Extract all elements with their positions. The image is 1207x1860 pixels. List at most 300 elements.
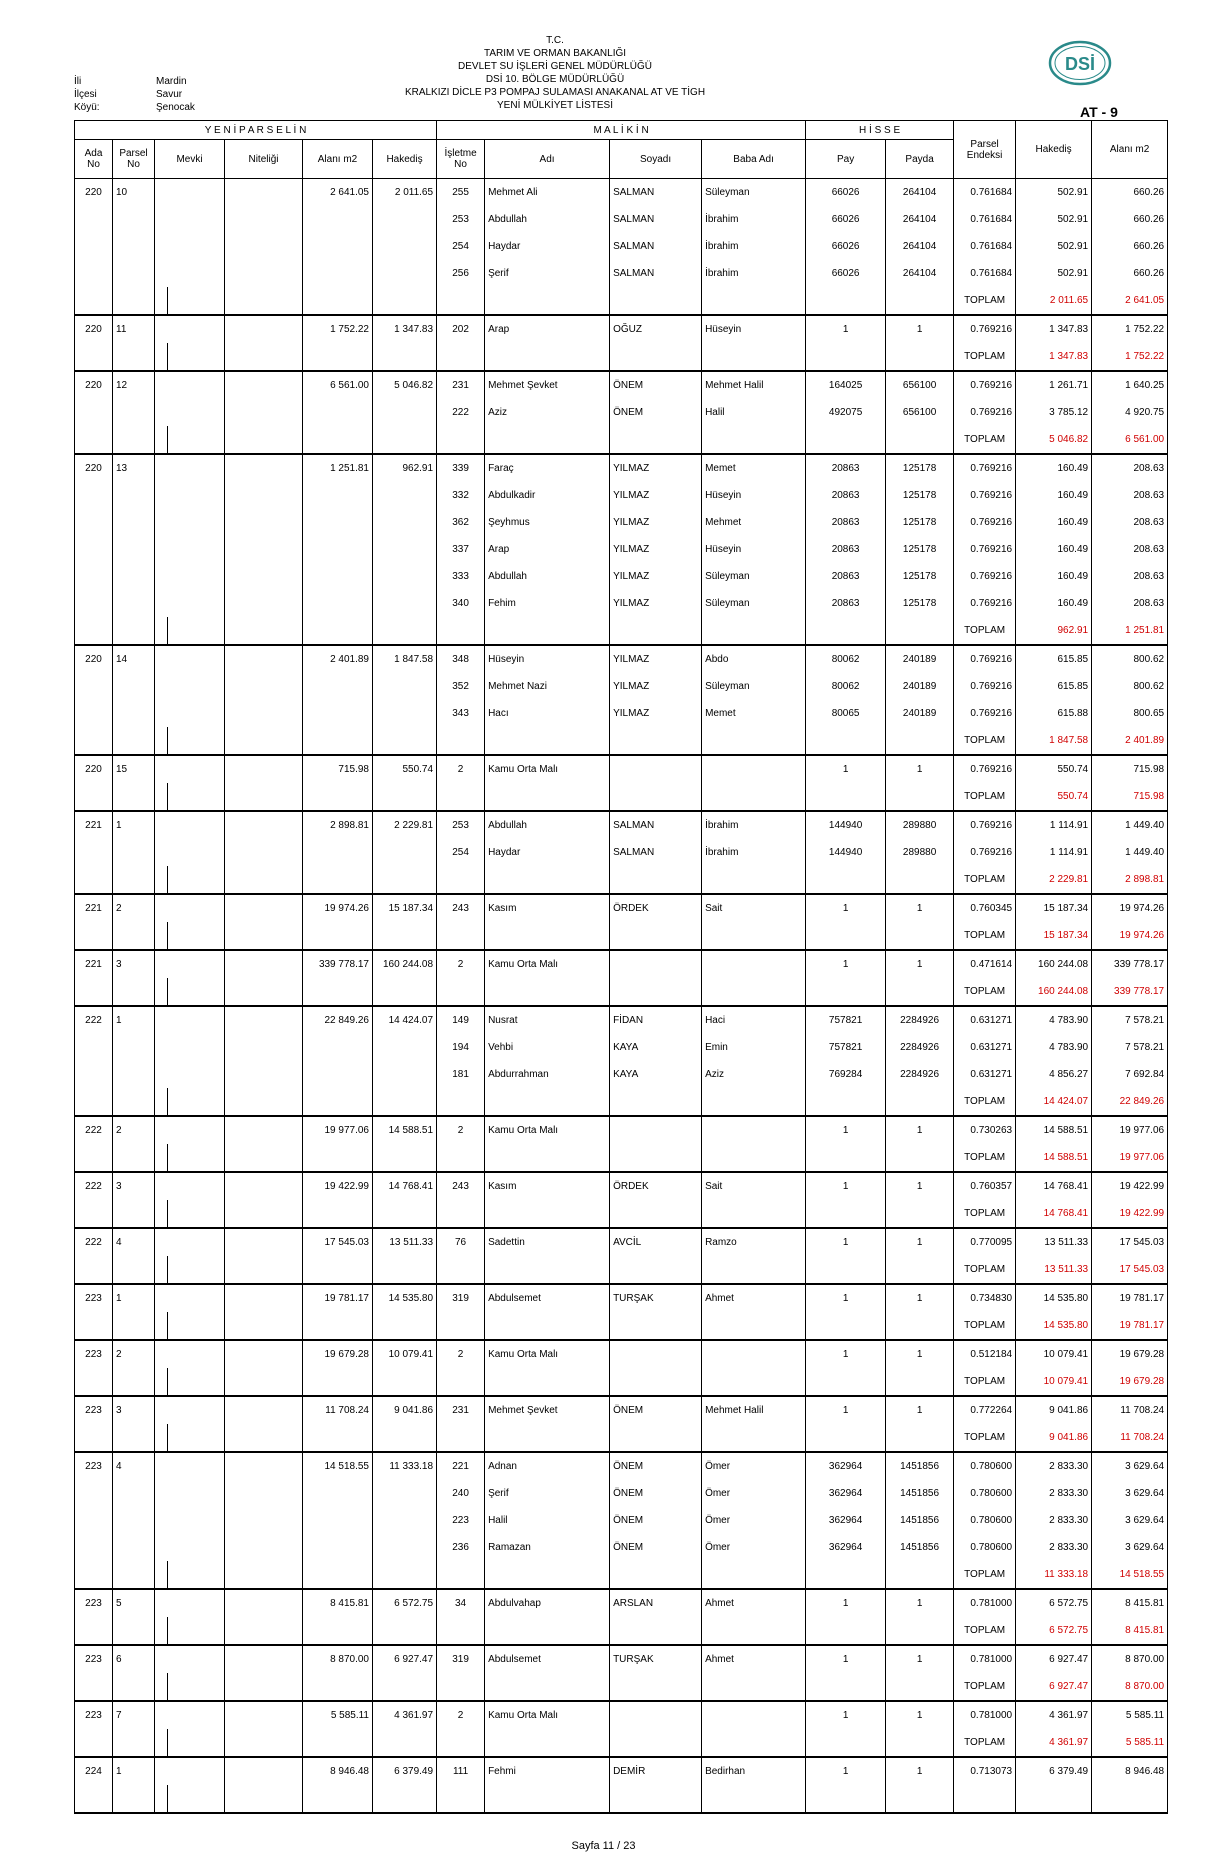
alan-cell bbox=[303, 399, 373, 426]
owner-row bbox=[75, 482, 1168, 509]
father-name-cell bbox=[702, 1116, 806, 1144]
isletme-no-cell: 337 bbox=[437, 536, 485, 563]
empty-cell bbox=[75, 1368, 113, 1396]
mevki-cell bbox=[155, 1284, 225, 1312]
niteligi-cell bbox=[225, 1340, 303, 1368]
payda-cell: 1 bbox=[886, 315, 954, 343]
payda-cell: 1 bbox=[886, 894, 954, 922]
alan-cell bbox=[303, 233, 373, 260]
hakedis-cell bbox=[373, 839, 437, 866]
payda-cell: 2284926 bbox=[886, 1034, 954, 1061]
share-alan-cell: 208.63 bbox=[1092, 454, 1168, 482]
father-name-cell: Mehmet Halil bbox=[702, 371, 806, 399]
payda-cell: 1 bbox=[886, 1589, 954, 1617]
empty-cell bbox=[886, 1561, 954, 1589]
total-alan: 1 251.81 bbox=[1092, 617, 1168, 645]
niteligi-cell bbox=[225, 1645, 303, 1673]
isletme-no-cell: 243 bbox=[437, 1172, 485, 1200]
ada-cell: 220 bbox=[75, 645, 113, 673]
empty-cell bbox=[485, 1561, 610, 1589]
empty-cell bbox=[75, 1561, 113, 1589]
niteligi-cell bbox=[225, 839, 303, 866]
mevki-cell bbox=[155, 922, 225, 950]
pay-cell: 362964 bbox=[806, 1534, 886, 1561]
empty-cell bbox=[113, 1785, 155, 1813]
alan-cell: 2 641.05 bbox=[303, 179, 373, 207]
mevki-cell bbox=[155, 1034, 225, 1061]
owner-surname-cell bbox=[610, 755, 702, 783]
empty-cell bbox=[437, 727, 485, 755]
share-hakedis-cell: 160.49 bbox=[1016, 590, 1092, 617]
empty-cell bbox=[485, 1256, 610, 1284]
ilce-value: Savur bbox=[156, 89, 183, 100]
endeks-cell: 0.769216 bbox=[954, 645, 1016, 673]
col-alani: Alanı m2 bbox=[303, 140, 373, 179]
empty-cell bbox=[75, 1729, 113, 1757]
mevki-cell bbox=[155, 1228, 225, 1256]
empty-cell bbox=[437, 922, 485, 950]
isletme-no-cell: 231 bbox=[437, 1396, 485, 1424]
owner-row bbox=[75, 509, 1168, 536]
share-hakedis-cell: 1 347.83 bbox=[1016, 315, 1092, 343]
hakedis-cell: 6 927.47 bbox=[373, 1645, 437, 1673]
parsel-cell: 4 bbox=[113, 1452, 155, 1480]
empty-cell bbox=[485, 1424, 610, 1452]
endeks-cell: 0.769216 bbox=[954, 590, 1016, 617]
father-name-cell: Ahmet bbox=[702, 1284, 806, 1312]
owner-surname-cell: YILMAZ bbox=[610, 673, 702, 700]
mevki-cell bbox=[155, 1785, 225, 1813]
hakedis-cell: 14 535.80 bbox=[373, 1284, 437, 1312]
empty-cell bbox=[225, 1729, 303, 1757]
vertical-tick bbox=[167, 783, 168, 810]
empty-cell bbox=[806, 783, 886, 811]
total-row bbox=[75, 1424, 1168, 1452]
owner-row bbox=[75, 1645, 1168, 1673]
owner-name-cell: Kasım bbox=[485, 894, 610, 922]
empty-cell bbox=[225, 287, 303, 315]
isletme-no-cell: 223 bbox=[437, 1507, 485, 1534]
total-hakedis: 1 847.58 bbox=[1016, 727, 1092, 755]
vertical-tick bbox=[167, 866, 168, 893]
owner-name-cell: Şerif bbox=[485, 260, 610, 287]
empty-cell bbox=[225, 1561, 303, 1589]
share-hakedis-cell: 160.49 bbox=[1016, 509, 1092, 536]
total-alan: 8 415.81 bbox=[1092, 1617, 1168, 1645]
father-name-cell bbox=[702, 950, 806, 978]
payda-cell: 125178 bbox=[886, 509, 954, 536]
empty-cell bbox=[75, 1424, 113, 1452]
parsel-cell: 3 bbox=[113, 1396, 155, 1424]
empty-cell bbox=[113, 426, 155, 454]
alan-cell bbox=[303, 839, 373, 866]
father-name-cell: Hüseyin bbox=[702, 482, 806, 509]
father-name-cell: İbrahim bbox=[702, 260, 806, 287]
empty-cell bbox=[886, 1673, 954, 1701]
payda-cell: 125178 bbox=[886, 590, 954, 617]
share-alan-cell: 660.26 bbox=[1092, 206, 1168, 233]
empty-cell bbox=[886, 1088, 954, 1116]
share-alan-cell: 660.26 bbox=[1092, 233, 1168, 260]
empty-cell bbox=[373, 1088, 437, 1116]
isletme-no-cell: 333 bbox=[437, 563, 485, 590]
parsel-cell bbox=[113, 1507, 155, 1534]
owner-surname-cell: ÖNEM bbox=[610, 1396, 702, 1424]
total-row bbox=[75, 1088, 1168, 1116]
empty-cell bbox=[75, 866, 113, 894]
empty-cell bbox=[610, 866, 702, 894]
niteligi-cell bbox=[225, 1172, 303, 1200]
empty-cell bbox=[485, 1785, 610, 1813]
payda-cell: 264104 bbox=[886, 233, 954, 260]
payda-cell: 1 bbox=[886, 1116, 954, 1144]
share-hakedis-cell: 615.85 bbox=[1016, 645, 1092, 673]
empty-cell bbox=[303, 1785, 373, 1813]
logo-text: DSİ bbox=[1064, 54, 1096, 74]
empty-cell bbox=[113, 1144, 155, 1172]
total-label: TOPLAM bbox=[954, 1368, 1016, 1396]
owner-row bbox=[75, 1757, 1168, 1785]
father-name-cell bbox=[702, 1340, 806, 1368]
isletme-no-cell: 319 bbox=[437, 1645, 485, 1673]
niteligi-cell bbox=[225, 179, 303, 207]
share-hakedis-cell: 13 511.33 bbox=[1016, 1228, 1092, 1256]
father-name-cell: Memet bbox=[702, 454, 806, 482]
empty-cell bbox=[806, 1561, 886, 1589]
owner-row bbox=[75, 1452, 1168, 1480]
pay-cell: 1 bbox=[806, 1340, 886, 1368]
isletme-no-cell: 2 bbox=[437, 755, 485, 783]
ada-cell: 223 bbox=[75, 1645, 113, 1673]
hakedis-cell bbox=[373, 1534, 437, 1561]
share-hakedis-cell: 160.49 bbox=[1016, 536, 1092, 563]
empty-cell bbox=[303, 1368, 373, 1396]
empty-cell bbox=[303, 1200, 373, 1228]
mevki-cell bbox=[155, 1673, 225, 1701]
empty-cell bbox=[610, 783, 702, 811]
empty-cell bbox=[806, 343, 886, 371]
pay-cell: 1 bbox=[806, 950, 886, 978]
payda-cell: 2284926 bbox=[886, 1061, 954, 1088]
share-alan-cell: 3 629.64 bbox=[1092, 1452, 1168, 1480]
hakedis-cell: 160 244.08 bbox=[373, 950, 437, 978]
empty-cell bbox=[303, 866, 373, 894]
empty-cell bbox=[886, 922, 954, 950]
owner-surname-cell bbox=[610, 1116, 702, 1144]
mevki-cell bbox=[155, 673, 225, 700]
parsel-cell bbox=[113, 563, 155, 590]
parsel-cell: 6 bbox=[113, 1645, 155, 1673]
hakedis-cell: 6 572.75 bbox=[373, 1589, 437, 1617]
pay-cell: 20863 bbox=[806, 509, 886, 536]
father-name-cell: İbrahim bbox=[702, 839, 806, 866]
parsel-cell bbox=[113, 1480, 155, 1507]
owner-row bbox=[75, 755, 1168, 783]
total-alan: 5 585.11 bbox=[1092, 1729, 1168, 1757]
empty-cell bbox=[75, 287, 113, 315]
payda-cell: 289880 bbox=[886, 811, 954, 839]
empty-cell bbox=[75, 617, 113, 645]
empty-cell bbox=[75, 1088, 113, 1116]
niteligi-cell bbox=[225, 1116, 303, 1144]
owner-row bbox=[75, 399, 1168, 426]
owner-row bbox=[75, 645, 1168, 673]
owner-row bbox=[75, 1589, 1168, 1617]
father-name-cell: Hüseyin bbox=[702, 536, 806, 563]
father-name-cell: Mehmet Halil bbox=[702, 1396, 806, 1424]
payda-cell: 2284926 bbox=[886, 1006, 954, 1034]
empty-cell bbox=[373, 783, 437, 811]
hakedis-cell: 11 333.18 bbox=[373, 1452, 437, 1480]
empty-cell bbox=[225, 866, 303, 894]
mevki-cell bbox=[155, 783, 225, 811]
total-label: TOPLAM bbox=[954, 978, 1016, 1006]
parsel-cell bbox=[113, 509, 155, 536]
pay-cell: 20863 bbox=[806, 563, 886, 590]
payda-cell: 656100 bbox=[886, 399, 954, 426]
empty-cell bbox=[373, 1312, 437, 1340]
share-hakedis-cell: 4 783.90 bbox=[1016, 1034, 1092, 1061]
empty-cell bbox=[373, 1673, 437, 1701]
empty-cell bbox=[702, 978, 806, 1006]
hakedis-cell: 14 588.51 bbox=[373, 1116, 437, 1144]
ada-cell: 221 bbox=[75, 811, 113, 839]
endeks-cell: 0.769216 bbox=[954, 811, 1016, 839]
share-hakedis-cell: 4 856.27 bbox=[1016, 1061, 1092, 1088]
empty-cell bbox=[485, 287, 610, 315]
owner-surname-cell: FİDAN bbox=[610, 1006, 702, 1034]
empty-cell bbox=[225, 1312, 303, 1340]
empty-cell bbox=[610, 1785, 702, 1813]
owner-name-cell: Mehmet Şevket bbox=[485, 1396, 610, 1424]
mevki-cell bbox=[155, 343, 225, 371]
empty-cell bbox=[75, 727, 113, 755]
empty-cell bbox=[610, 1256, 702, 1284]
niteligi-cell bbox=[225, 894, 303, 922]
empty-cell bbox=[75, 922, 113, 950]
isletme-no-cell: 222 bbox=[437, 399, 485, 426]
owner-name-cell: Fehmi bbox=[485, 1757, 610, 1785]
owner-row bbox=[75, 1340, 1168, 1368]
ada-cell bbox=[75, 700, 113, 727]
total-alan bbox=[1092, 1785, 1168, 1813]
isletme-no-cell: 2 bbox=[437, 950, 485, 978]
page-number: Sayfa 11 / 23 bbox=[571, 1840, 636, 1852]
owner-surname-cell: SALMAN bbox=[610, 260, 702, 287]
empty-cell bbox=[225, 1144, 303, 1172]
empty-cell bbox=[806, 1256, 886, 1284]
total-row bbox=[75, 1256, 1168, 1284]
empty-cell bbox=[610, 1561, 702, 1589]
empty-cell bbox=[702, 1673, 806, 1701]
alan-cell: 19 977.06 bbox=[303, 1116, 373, 1144]
owner-surname-cell: ÖNEM bbox=[610, 399, 702, 426]
total-hakedis: 15 187.34 bbox=[1016, 922, 1092, 950]
share-hakedis-cell: 4 783.90 bbox=[1016, 1006, 1092, 1034]
mevki-cell bbox=[155, 179, 225, 207]
vertical-tick bbox=[167, 1368, 168, 1395]
owner-name-cell: Şeyhmus bbox=[485, 509, 610, 536]
payda-cell: 240189 bbox=[886, 645, 954, 673]
empty-cell bbox=[437, 1729, 485, 1757]
total-label: TOPLAM bbox=[954, 1424, 1016, 1452]
parsel-cell: 3 bbox=[113, 950, 155, 978]
owner-row bbox=[75, 260, 1168, 287]
pay-cell: 80062 bbox=[806, 645, 886, 673]
empty-cell bbox=[702, 922, 806, 950]
total-row bbox=[75, 866, 1168, 894]
owner-name-cell: Abdullah bbox=[485, 811, 610, 839]
parsel-cell: 1 bbox=[113, 1006, 155, 1034]
father-name-cell: Ömer bbox=[702, 1507, 806, 1534]
owner-name-cell: Kamu Orta Malı bbox=[485, 1340, 610, 1368]
owner-surname-cell: AVCİL bbox=[610, 1228, 702, 1256]
empty-cell bbox=[702, 1200, 806, 1228]
niteligi-cell bbox=[225, 590, 303, 617]
endeks-cell: 0.769216 bbox=[954, 454, 1016, 482]
owner-surname-cell: YILMAZ bbox=[610, 563, 702, 590]
mevki-cell bbox=[155, 727, 225, 755]
total-alan: 2 898.81 bbox=[1092, 866, 1168, 894]
empty-cell bbox=[485, 866, 610, 894]
mevki-cell bbox=[155, 1507, 225, 1534]
header-line-region: DSİ 10. BÖLGE MÜDÜRLÜĞÜ bbox=[485, 74, 625, 85]
empty-cell bbox=[303, 1424, 373, 1452]
parsel-cell bbox=[113, 700, 155, 727]
isletme-no-cell: 339 bbox=[437, 454, 485, 482]
vertical-tick bbox=[167, 922, 168, 949]
mevki-cell bbox=[155, 1312, 225, 1340]
total-hakedis bbox=[1016, 1785, 1092, 1813]
ada-cell bbox=[75, 590, 113, 617]
owner-name-cell: Halil bbox=[485, 1507, 610, 1534]
payda-cell: 1451856 bbox=[886, 1534, 954, 1561]
niteligi-cell bbox=[225, 482, 303, 509]
empty-cell bbox=[225, 1200, 303, 1228]
parsel-cell: 15 bbox=[113, 755, 155, 783]
alan-cell: 8 946.48 bbox=[303, 1757, 373, 1785]
empty-cell bbox=[437, 1785, 485, 1813]
ada-cell bbox=[75, 399, 113, 426]
col-isletme: İşletme No bbox=[437, 140, 485, 179]
payda-cell: 125178 bbox=[886, 563, 954, 590]
ilce-label: İlçesi bbox=[74, 89, 97, 100]
total-alan: 22 849.26 bbox=[1092, 1088, 1168, 1116]
empty-cell bbox=[702, 783, 806, 811]
owner-name-cell: Şerif bbox=[485, 1480, 610, 1507]
owner-name-cell: Aziz bbox=[485, 399, 610, 426]
empty-cell bbox=[485, 783, 610, 811]
owner-name-cell: Kamu Orta Malı bbox=[485, 1701, 610, 1729]
total-row bbox=[75, 1617, 1168, 1645]
empty-cell bbox=[610, 343, 702, 371]
niteligi-cell bbox=[225, 1452, 303, 1480]
hakedis-cell bbox=[373, 482, 437, 509]
empty-cell bbox=[610, 1312, 702, 1340]
share-alan-cell: 1 449.40 bbox=[1092, 839, 1168, 866]
mevki-cell bbox=[155, 1452, 225, 1480]
owner-name-cell: Ramazan bbox=[485, 1534, 610, 1561]
empty-cell bbox=[485, 727, 610, 755]
hakedis-cell bbox=[373, 206, 437, 233]
ada-cell: 223 bbox=[75, 1340, 113, 1368]
pay-cell: 1 bbox=[806, 1757, 886, 1785]
alan-cell bbox=[303, 536, 373, 563]
empty-cell bbox=[610, 1729, 702, 1757]
mevki-cell bbox=[155, 1368, 225, 1396]
empty-cell bbox=[113, 1256, 155, 1284]
pay-cell: 1 bbox=[806, 1172, 886, 1200]
empty-cell bbox=[437, 783, 485, 811]
father-name-cell: Süleyman bbox=[702, 179, 806, 207]
mevki-cell bbox=[155, 1617, 225, 1645]
total-hakedis: 14 535.80 bbox=[1016, 1312, 1092, 1340]
mevki-cell bbox=[155, 1144, 225, 1172]
empty-cell bbox=[806, 866, 886, 894]
empty-cell bbox=[806, 1088, 886, 1116]
col-adi: Adı bbox=[485, 140, 610, 179]
mevki-cell bbox=[155, 454, 225, 482]
total-row bbox=[75, 1368, 1168, 1396]
owner-row bbox=[75, 1284, 1168, 1312]
alan-cell: 11 708.24 bbox=[303, 1396, 373, 1424]
owner-row bbox=[75, 811, 1168, 839]
isletme-no-cell: 231 bbox=[437, 371, 485, 399]
empty-cell bbox=[303, 343, 373, 371]
endeks-cell: 0.769216 bbox=[954, 536, 1016, 563]
vertical-tick bbox=[167, 617, 168, 644]
ada-cell: 220 bbox=[75, 371, 113, 399]
niteligi-cell bbox=[225, 1034, 303, 1061]
empty-cell bbox=[75, 783, 113, 811]
share-alan-cell: 800.62 bbox=[1092, 645, 1168, 673]
parsel-cell: 1 bbox=[113, 1284, 155, 1312]
share-hakedis-cell: 160 244.08 bbox=[1016, 950, 1092, 978]
endeks-cell: 0.781000 bbox=[954, 1701, 1016, 1729]
hakedis-cell bbox=[373, 536, 437, 563]
niteligi-cell bbox=[225, 260, 303, 287]
total-hakedis: 6 927.47 bbox=[1016, 1673, 1092, 1701]
alan-cell bbox=[303, 700, 373, 727]
total-label: TOPLAM bbox=[954, 343, 1016, 371]
owner-row bbox=[75, 1172, 1168, 1200]
empty-cell bbox=[806, 617, 886, 645]
location-labels bbox=[74, 75, 100, 114]
empty-cell bbox=[610, 426, 702, 454]
mevki-cell bbox=[155, 645, 225, 673]
empty-cell bbox=[303, 287, 373, 315]
father-name-cell: Ahmet bbox=[702, 1645, 806, 1673]
total-row bbox=[75, 1729, 1168, 1757]
share-hakedis-cell: 6 927.47 bbox=[1016, 1645, 1092, 1673]
total-hakedis: 2 011.65 bbox=[1016, 287, 1092, 315]
total-hakedis: 160 244.08 bbox=[1016, 978, 1092, 1006]
payda-cell: 240189 bbox=[886, 673, 954, 700]
payda-cell: 1 bbox=[886, 1284, 954, 1312]
share-alan-cell: 660.26 bbox=[1092, 260, 1168, 287]
share-hakedis-cell: 14 768.41 bbox=[1016, 1172, 1092, 1200]
endeks-cell: 0.781000 bbox=[954, 1589, 1016, 1617]
dsi-logo-icon bbox=[1048, 40, 1112, 86]
mevki-cell bbox=[155, 1757, 225, 1785]
empty-cell bbox=[806, 1424, 886, 1452]
payda-cell: 289880 bbox=[886, 839, 954, 866]
mevki-cell bbox=[155, 755, 225, 783]
col-payda: Payda bbox=[886, 140, 954, 179]
mevki-cell bbox=[155, 866, 225, 894]
payda-cell: 1451856 bbox=[886, 1507, 954, 1534]
empty-cell bbox=[610, 287, 702, 315]
